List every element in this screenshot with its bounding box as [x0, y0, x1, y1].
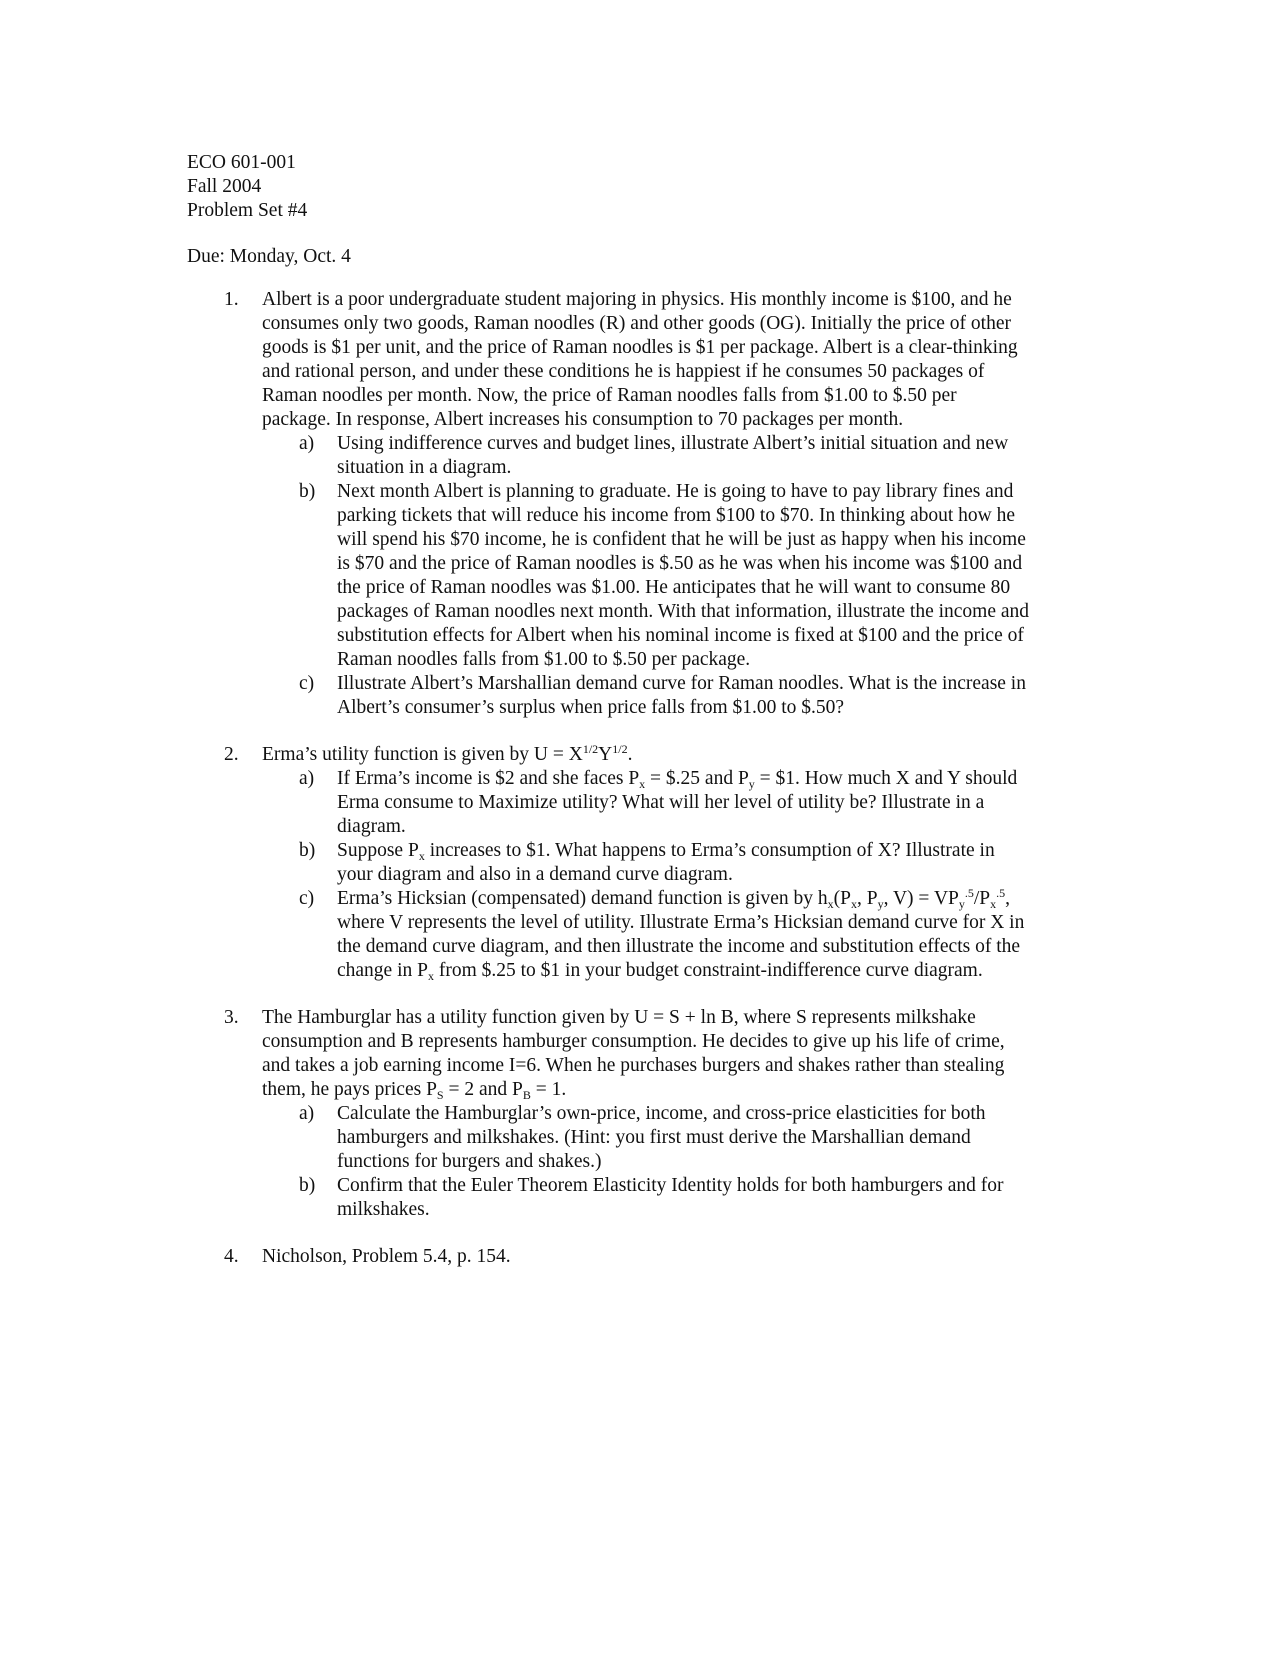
text-line: the demand curve diagram, and then illustrate the income and substitution effects of the — [337, 936, 1021, 957]
problem-number: 3. — [224, 1007, 239, 1028]
subproblem-b — [299, 1174, 1107, 1222]
problem-body — [262, 1245, 1092, 1269]
course-code: ECO 601-001 — [187, 152, 296, 173]
text-line: the price of Raman noodles was $1.00. He anticipates that he will want to consume 80 — [337, 577, 1011, 598]
text-line: diagram. — [337, 816, 406, 837]
problem-body — [262, 1006, 1092, 1222]
text-line: your diagram and also in a demand curve diagram. — [337, 864, 733, 885]
subproblem-label: c) — [299, 673, 315, 694]
subproblem-a — [299, 432, 1107, 480]
problem-body — [262, 743, 1092, 983]
subproblem-label: b) — [299, 481, 316, 502]
problem-number: 2. — [224, 744, 239, 765]
text-line: and takes a job earning income I=6. When he purchases burgers and shakes rather than stealing — [262, 1055, 1005, 1076]
subproblem-label: c) — [299, 888, 315, 909]
text-line: functions for burgers and shakes.) — [337, 1151, 602, 1172]
text-line: parking tickets that will reduce his income from $100 to $70. In thinking about how he — [337, 505, 1016, 526]
due-date: Due: Monday, Oct. 4 — [187, 246, 351, 267]
text-line: Erma consume to Maximize utility? What will her level of utility be? Illustrate in a — [337, 792, 985, 813]
subproblem-label: a) — [299, 433, 315, 454]
text-line: hamburgers and milkshakes. (Hint: you first must derive the Marshallian demand — [337, 1127, 971, 1148]
text-line: is $70 and the price of Raman noodles is $.50 as he was when his income was $100 and — [337, 553, 1023, 574]
text-line: them, he pays prices $P_S = 2$ and $P_B = 1$. — [262, 1079, 567, 1102]
problem-number: 4. — [224, 1246, 239, 1267]
subproblem-list — [299, 1102, 1107, 1222]
text-line: consumes only two goods, Raman noodles (R) and other goods (OG). Initially the price of other — [262, 313, 1011, 334]
text-line: substitution effects for Albert when his nominal income is fixed at $100 and the price of — [337, 625, 1024, 646]
text-line: Illustrate Albert’s Marshallian demand curve for Raman noodles. What is the increase in — [337, 673, 1026, 694]
text-line: and rational person, and under these conditions he is happiest if he consumes 50 packages of — [262, 361, 985, 382]
subproblem-c — [299, 672, 1107, 720]
text-line: consumption and B represents hamburger consumption. He decides to give up his life of crime, — [262, 1031, 1005, 1052]
utility-function-line: Erma’s utility function is given by $U = X^{1/2}Y^{1/2}$. — [262, 742, 633, 765]
text-line: goods is $1 per unit, and the price of Raman noodles is $1 per package. Albert is a clear-thinking — [262, 337, 1018, 358]
text-line: Raman noodles falls from $1.00 to $.50 per package. — [337, 649, 751, 670]
text-line: Albert’s consumer’s surplus when price falls from $1.00 to $.50? — [337, 697, 845, 718]
problem-body — [262, 288, 1092, 720]
text-line: Confirm that the Euler Theorem Elasticity Identity holds for both hamburgers and for — [337, 1175, 1004, 1196]
document-title: Problem Set #4 — [187, 200, 308, 221]
subproblem-label: b) — [299, 1175, 316, 1196]
text-line: where V represents the level of utility. Illustrate Erma’s Hicksian demand curve for X in — [337, 912, 1025, 933]
text-line: situation in a diagram. — [337, 457, 512, 478]
text-line: Suppose $P_x$ increases to $1. What happens to Erma’s consumption of X? Illustrate in — [337, 840, 995, 863]
text-line: change in $P_x$ from $.25 to $1 in your budget constraint-indifference curve diagram. — [337, 960, 983, 983]
subproblem-b — [299, 839, 1107, 887]
text-line: The Hamburglar has a utility function given by U = S + ln B, where S represents milkshake — [262, 1007, 976, 1028]
subproblem-b — [299, 480, 1107, 672]
subproblem-a — [299, 1102, 1107, 1174]
text-line: will spend his $70 income, he is confident that he will be just as happy when his income — [337, 529, 1026, 550]
text-line: milkshakes. — [337, 1199, 430, 1220]
subproblem-label: b) — [299, 840, 316, 861]
text-line: Calculate the Hamburglar’s own-price, income, and cross-price elasticities for both — [337, 1103, 986, 1124]
subproblem-c — [299, 886, 1107, 983]
hicksian-demand-line: Erma’s Hicksian (compensated) demand function is given by $h_x(P_x$, $P_y$, $V) = VP_y^{.5}/P_x^{.5}$, — [337, 886, 1011, 911]
text-line: Albert is a poor undergraduate student majoring in physics. His monthly income is $100, and he — [262, 289, 1012, 310]
text-line: Using indifference curves and budget lines, illustrate Albert’s initial situation and new — [337, 433, 1009, 454]
problem-number: 1. — [224, 289, 239, 310]
text-line: Nicholson, Problem 5.4, p. 154. — [262, 1246, 511, 1267]
subproblem-list — [299, 432, 1107, 720]
text-line: If Erma’s income is $2 and she faces $P_x$ = $.25 and $P_y$ = $1. How much X and Y should — [337, 768, 1018, 791]
subproblem-list — [299, 767, 1107, 983]
text-line: packages of Raman noodles next month. With that information, illustrate the income and — [337, 601, 1030, 622]
text-line: package. In response, Albert increases his consumption to 70 packages per month. — [262, 409, 904, 430]
subproblem-label: a) — [299, 768, 315, 789]
header-block — [187, 151, 307, 223]
term: Fall 2004 — [187, 176, 262, 197]
subproblem-label: a) — [299, 1103, 315, 1124]
text-line: Raman noodles per month. Now, the price of Raman noodles falls from $1.00 to $.50 per — [262, 385, 957, 406]
text-line: Next month Albert is planning to graduate. He is going to have to pay library fines and — [337, 481, 1014, 502]
subproblem-a — [299, 767, 1107, 839]
